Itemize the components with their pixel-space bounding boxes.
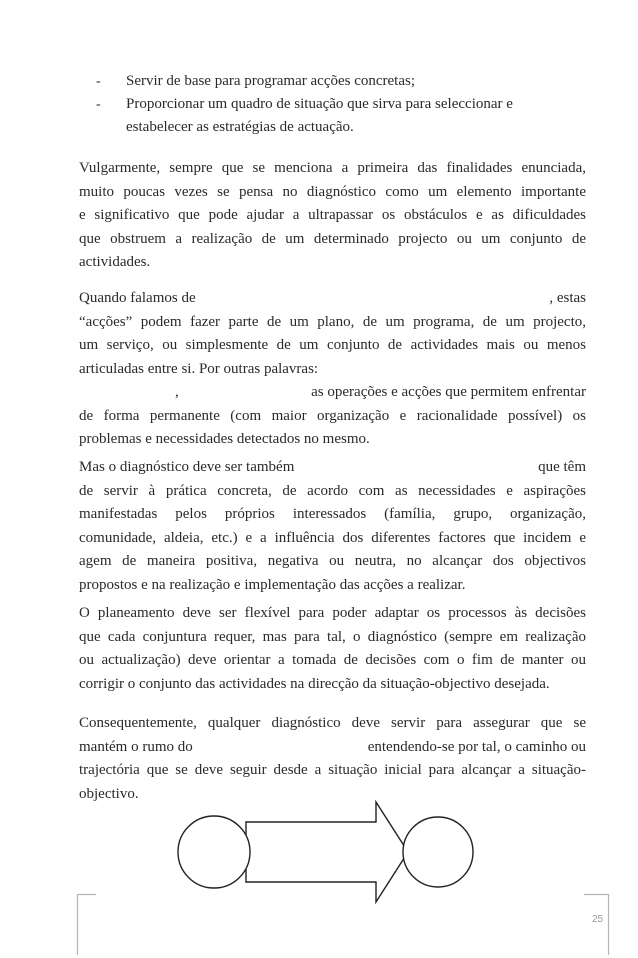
bullet-list (96, 70, 566, 139)
arrow-shape (246, 802, 408, 902)
bullet-text: Servir de base para programar acções concretas; (126, 73, 416, 89)
bullet-item (96, 70, 566, 93)
paragraph-5 (79, 712, 586, 806)
bullet-item (96, 93, 566, 139)
text-line: articuladas entre si. Por outras palavras: (79, 360, 319, 377)
start-circle (178, 816, 250, 888)
text-line: actividades. (79, 254, 151, 270)
dash-bullet-icon: ‐ (96, 74, 101, 89)
text-fragment: Mas o diagnóstico deve ser também (79, 459, 295, 475)
text-line: Vulgarmente, sempre que se menciona a primeira das finalidades enunciada, (79, 160, 586, 176)
text-line (79, 287, 586, 311)
text-line: trajectória que se deve seguir desde a situação inicial para alcançar a situação- (79, 762, 586, 778)
text-line: comunidade, aldeia, etc.) e a influência dos diferentes factores que incidem e (79, 529, 586, 546)
text-fragment: , estas (549, 290, 586, 306)
text-fragment: , (175, 384, 179, 400)
paragraph-2 (79, 287, 586, 452)
text-line: propostos e na realização e implementação das acções a realizar. (79, 576, 466, 593)
bullet-text: Proporcionar um quadro de situação que sirva para seleccionar e (126, 96, 513, 112)
paragraph-4 (79, 602, 586, 696)
text-line: de servir à prática concreta, de acordo com as necessidades e aspirações (79, 482, 586, 499)
text-line: Consequentemente, qualquer diagnóstico deve servir para assegurar que se (79, 715, 586, 731)
paragraph-3 (79, 456, 586, 597)
text-line: que obstruem a realização de um determinado projecto ou um conjunto de (79, 230, 586, 247)
paragraph-1 (79, 157, 586, 275)
bullet-text: estabelecer as estratégias de actuação. (126, 119, 354, 135)
text-line: muito poucas vezes se pensa no diagnóstico como um elemento importante (79, 183, 586, 200)
text-line: objectivo. (79, 785, 139, 802)
text-line: e significativo que pode ajudar a ultrapassar os obstáculos e as dificuldades (79, 207, 586, 223)
page-number: 25 (592, 914, 604, 925)
text-fragment: entendendo-se por tal, o caminho ou (367, 738, 586, 755)
text-fragment: que têm (538, 459, 586, 475)
text-fragment: mantém o rumo do (79, 738, 193, 755)
text-line: “acções” podem fazer parte de um plano, de um programa, de um projecto, (79, 313, 586, 330)
text-line: problemas e necessidades detectados no mesmo. (79, 431, 370, 447)
text-line: que cada conjuntura requer, mas para tal, o diagnóstico (sempre em realização (79, 628, 586, 645)
text-line: ou actualização) deve orientar a tomada de decisões com o fim de manter ou (79, 652, 586, 668)
text-line: corrigir o conjunto das actividades na direcção da situação-objectivo desejada. (79, 675, 550, 692)
text-line: agem de maneira positiva, negativa ou neutra, no alcançar dos objectivos (79, 553, 586, 569)
dash-bullet-icon: ‐ (96, 97, 101, 112)
crop-mark-left (76, 893, 100, 955)
text-line (79, 736, 586, 760)
text-line: de forma permanente (com maior organização e racionalidade possível) os (79, 407, 586, 424)
end-circle (403, 817, 473, 887)
text-line: manifestadas pelos próprios interessados (família, grupo, organização, (79, 506, 586, 522)
text-fragment: Quando falamos de (79, 290, 196, 306)
text-line (79, 456, 586, 480)
text-line: um serviço, ou simplesmente de um conjunto de actividades mais ou menos (79, 337, 586, 353)
text-fragment: as operações e acções que permitem enfrentar (311, 384, 586, 400)
text-line (79, 381, 586, 405)
text-line: O planeamento deve ser flexível para poder adaptar os processos às decisões (79, 605, 586, 621)
flow-diagram (176, 800, 476, 910)
